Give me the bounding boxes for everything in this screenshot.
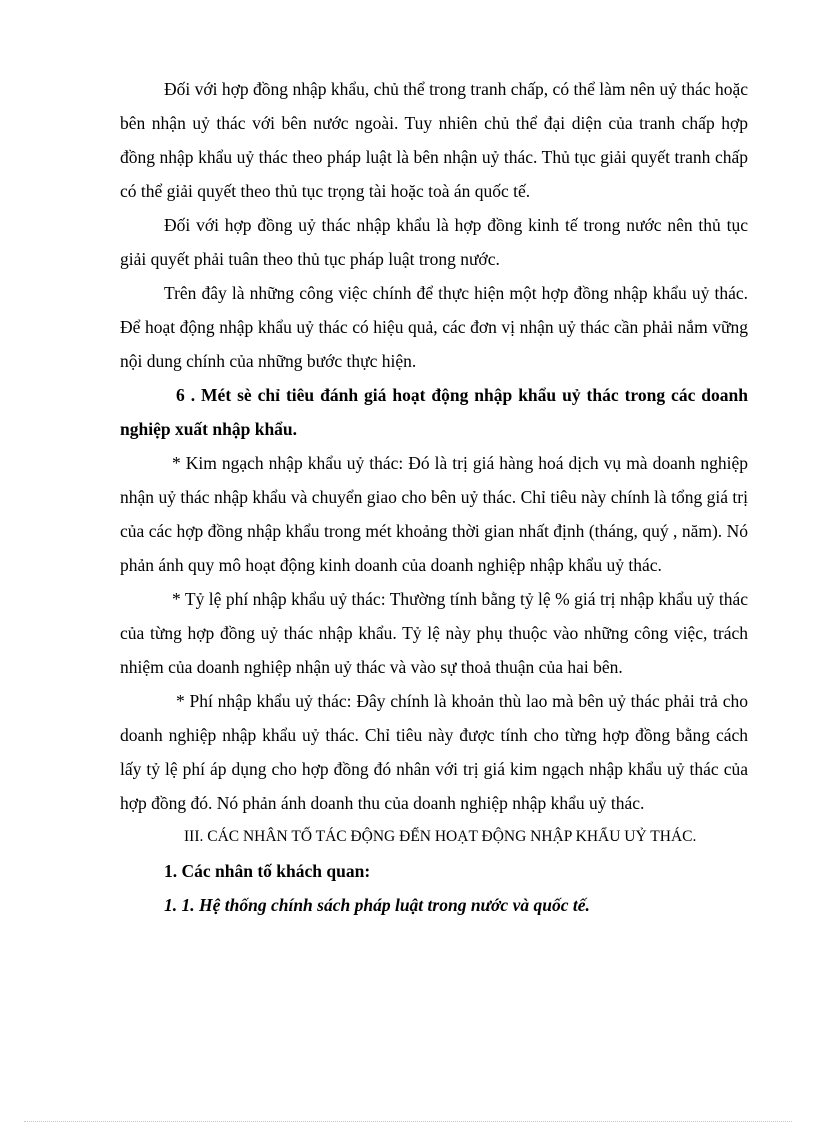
subsection-legal-system: 1. 1. Hệ thống chính sách pháp luật trong nước và quốc tế. bbox=[164, 895, 590, 915]
paragraph-import-fee: * Phí nhập khẩu uỷ thác: Đây chính là khoản thù lao mà bên uỷ thác phải trả cho doanh nghiệp nhập khẩu uỷ thác. Chỉ tiêu này được tính cho từng hợp đồng bằng cách lấy tỷ lệ phí áp dụng cho hợp đồng đó nhân với trị giá kim ngạch nhập khẩu uỷ thác của hợp đồng đó. Nó phản ánh doanh thu của doanh nghiệp nhập khẩu uỷ thác. bbox=[120, 691, 748, 813]
paragraph-domestic-contract: Đối với hợp đồng uỷ thác nhập khẩu là hợp đồng kinh tế trong nước nên thủ tục giải quyết phải tuân theo thủ tục pháp luật trong nước. bbox=[120, 215, 748, 269]
subsection-objective-factors: 1. Các nhân tố khách quan: bbox=[164, 861, 371, 881]
page-bottom-dotted-rule bbox=[24, 1121, 792, 1122]
heading-evaluation-criteria: 6 . Mét sè chỉ tiêu đánh giá hoạt động nhập khẩu uỷ thác trong các doanh nghiệp xuất nhập khẩu. bbox=[120, 385, 748, 439]
document-page bbox=[120, 72, 748, 922]
section-title-factors: III. CÁC NHÂN TỐ TÁC ĐỘNG ĐẾN HOẠT ĐỘNG NHẬP KHẨU UỶ THÁC. bbox=[184, 828, 697, 845]
paragraph-dispute-import-contract: Đối với hợp đồng nhập khẩu, chủ thể trong tranh chấp, có thể làm nên uỷ thác hoặc bên nhận uỷ thác với bên nước ngoài. Tuy nhiên chủ thể đại diện của tranh chấp hợp đồng nhập khẩu uỷ thác theo pháp luật là bên nhận uỷ thác. Thủ tục giải quyết tranh chấp có thể giải quyết theo thủ tục trọng tài hoặc toà án quốc tế. bbox=[120, 79, 748, 201]
paragraph-import-turnover: * Kim ngạch nhập khẩu uỷ thác: Đó là trị giá hàng hoá dịch vụ mà doanh nghiệp nhận uỷ thác nhập khẩu và chuyển giao cho bên uỷ thác. Chỉ tiêu này chính là tổng giá trị của các hợp đồng nhập khẩu trong mét khoảng thời gian nhất định (tháng, quý , năm). Nó phản ánh quy mô hoạt động kinh doanh của doanh nghiệp nhập khẩu uỷ thác. bbox=[120, 453, 748, 575]
paragraph-fee-rate: * Tỷ lệ phí nhập khẩu uỷ thác: Thường tính bằng tỷ lệ % giá trị nhập khẩu uỷ thác của từng hợp đồng uỷ thác nhập khẩu. Tỷ lệ này phụ thuộc vào những công việc, trách nhiệm của doanh nghiệp nhận uỷ thác và vào sự thoả thuận của hai bên. bbox=[120, 589, 748, 677]
paragraph-summary: Trên đây là những công việc chính để thực hiện một hợp đồng nhập khẩu uỷ thác. Để hoạt động nhập khẩu uỷ thác có hiệu quả, các đơn vị nhận uỷ thác cần phải nắm vững nội dung chính của những bước thực hiện. bbox=[120, 283, 748, 371]
